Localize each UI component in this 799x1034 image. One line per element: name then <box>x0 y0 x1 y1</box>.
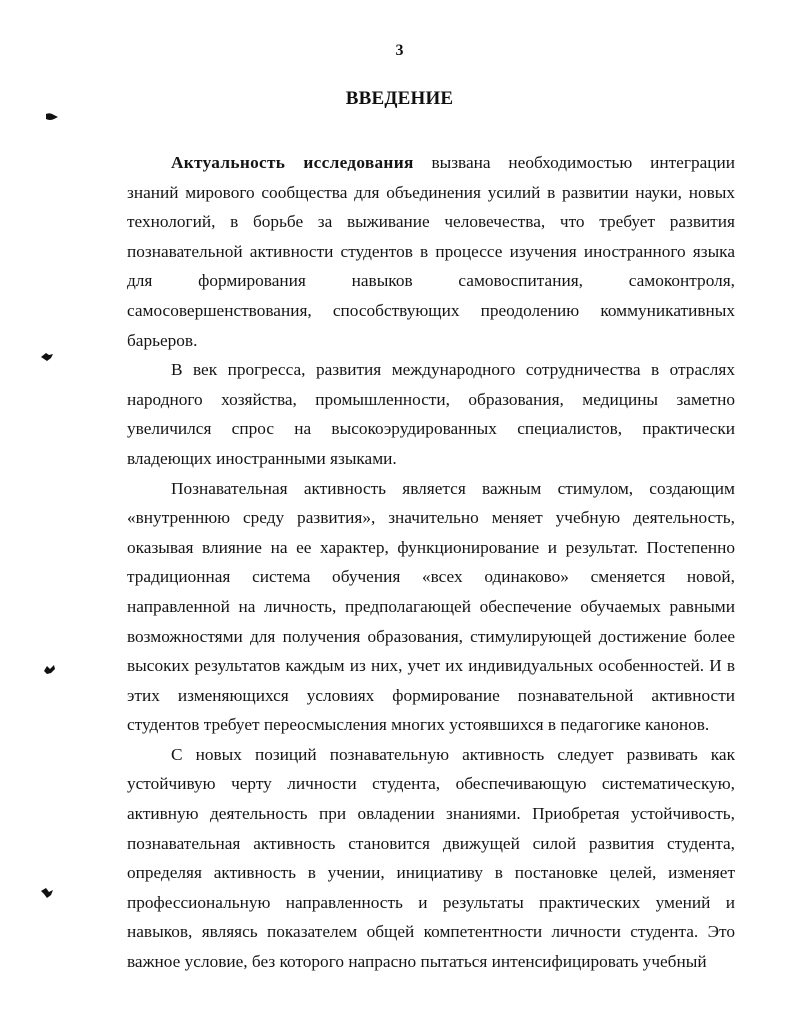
relevance-lead: Актуальность исследования <box>171 153 414 172</box>
section-title: ВВЕДЕНИЕ <box>345 88 454 109</box>
paragraph: Познавательная активность является важным стимулом, создающим «внутреннюю среду развития», значительно меняет учебную деятельность, оказывая влияние на ее характер, функционирование и результат. Постепенно традиционная система обучения «всех одинаково» сменяется новой, направленной на личность, предполагающей обеспечение обучаемых равными возможностями для получения образования, стимулирующей достижение более высоких результатов каждым из них, учет их индивидуальных особенностей. И в этих изменяющихся условиях формирование познавательной активности студентов требует переосмысления многих устоявшихся в педагогике канонов. <box>127 478 735 735</box>
body-text <box>127 148 735 977</box>
paragraph-text: вызвана необходимостью интеграции знаний мирового сообщества для объединения усилий в развитии науки, новых технологий, в борьбе за выживание человечества, что требует развития познавательной активности студентов в процессе изучения иностранного языка для формирования навыков самовоспитания, самоконтроля, самосовершенствования, способствующих преодолению коммуникативных барьеров. <box>127 153 735 350</box>
binding-hole-mark-icon <box>42 663 60 677</box>
page-number: 3 <box>395 42 404 59</box>
paragraph: С новых позиций познавательную активность следует развивать как устойчивую черту личности студента, обеспечивающую систематическую, активную деятельность при овладении знаниями. Приобретая устойчивость, познавательная активность становится движущей силой развития студента, определяя активность в учении, инициативу в постановке целей, изменяет профессиональную направленность и результаты практических умений и навыков, являясь показателем общей компетентности личности студента. Это важное условие, без которого напрасно пытаться интенсифицировать учебный <box>127 744 735 972</box>
binding-hole-mark-icon <box>44 110 62 124</box>
binding-hole-mark-icon <box>40 350 58 364</box>
paragraph: В век прогресса, развития международного сотрудничества в отраслях народного хозяйства, промышленности, образования, медицины заметно увеличился спрос на высокоэрудированных специалистов, практически владеющих иностранными языками. <box>127 360 735 468</box>
binding-hole-mark-icon <box>40 886 58 900</box>
paragraph-relevance <box>127 148 735 355</box>
